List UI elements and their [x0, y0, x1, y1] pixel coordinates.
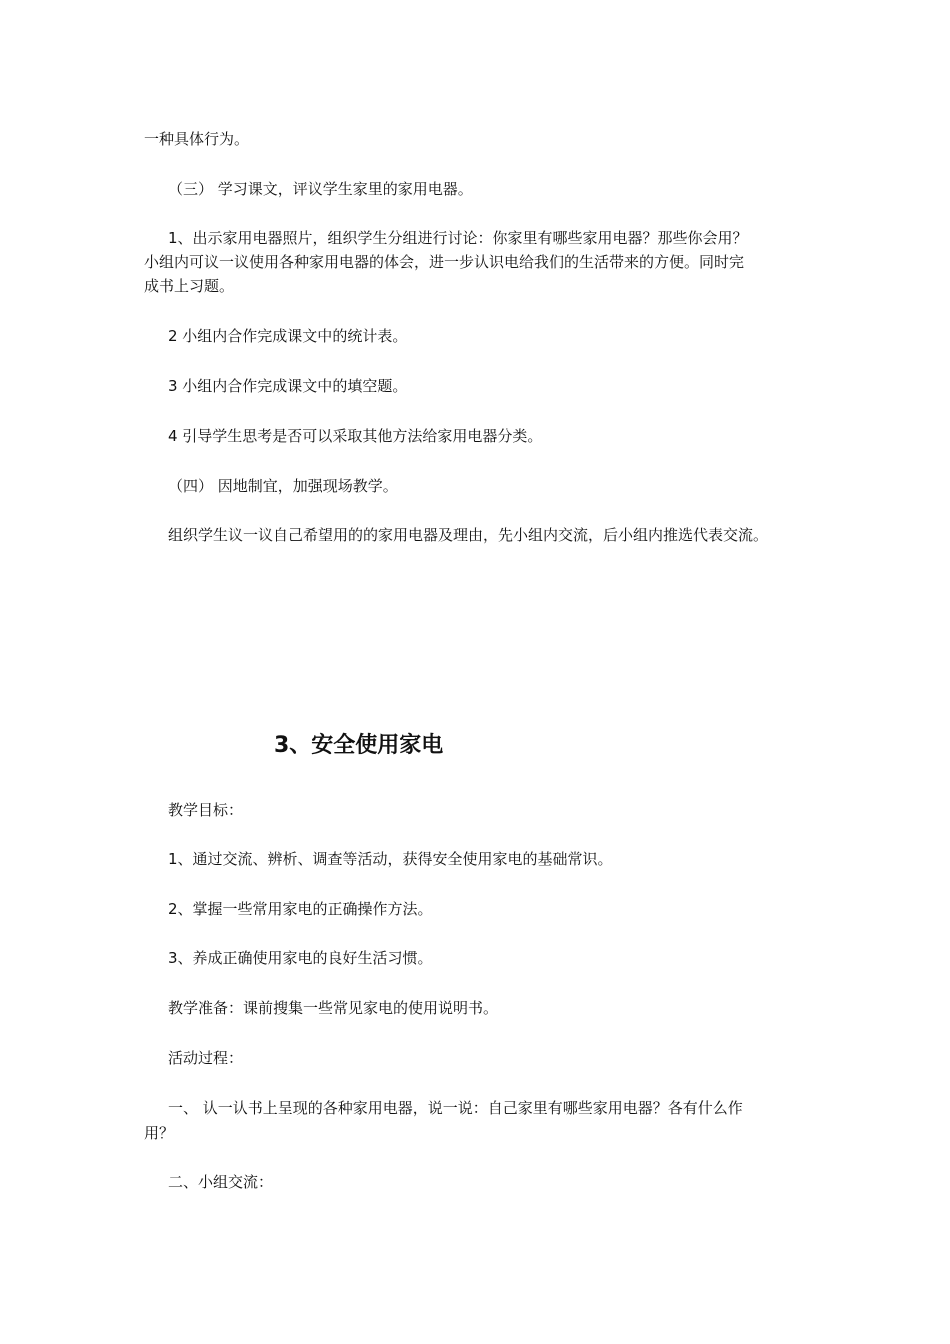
- paragraph-line: 3 小组内合作完成课文中的填空题。: [168, 377, 408, 395]
- paragraph-line: 一种具体行为。: [144, 130, 250, 148]
- preparation-line: 教学准备：课前搜集一些常见家电的使用说明书。: [168, 999, 499, 1017]
- section-heading-4: （四） 因地制宜，加强现场教学。: [168, 477, 398, 495]
- paragraph-line: 成书上习题。: [144, 277, 235, 295]
- goal-item: 3、养成正确使用家电的良好生活习惯。: [168, 949, 433, 967]
- section-title: 3、安全使用家电: [274, 733, 444, 758]
- process-step: 一、 认一认书上呈现的各种家用电器，说一说：自己家里有哪些家用电器？各有什么作: [168, 1099, 743, 1117]
- paragraph-line: 4 引导学生思考是否可以采取其他方法给家用电器分类。: [168, 427, 543, 445]
- section-heading-3: （三） 学习课文，评议学生家里的家用电器。: [168, 180, 473, 198]
- paragraph-line: 1、出示家用电器照片，组织学生分组进行讨论：你家里有哪些家用电器？那些你会用？: [168, 229, 748, 247]
- paragraph-line: 组织学生议一议自己希望用的的家用电器及理由，先小组内交流，后小组内推选代表交流。: [168, 526, 769, 544]
- paragraph-line: 2 小组内合作完成课文中的统计表。: [168, 327, 408, 345]
- goal-item: 2、掌握一些常用家电的正确操作方法。: [168, 900, 433, 918]
- process-label: 活动过程：: [168, 1049, 244, 1067]
- goal-item: 1、通过交流、辨析、调查等活动，获得安全使用家电的基础常识。: [168, 850, 613, 868]
- process-step: 二、小组交流：: [168, 1173, 274, 1191]
- teaching-goals-label: 教学目标：: [168, 801, 244, 819]
- paragraph-line: 小组内可议一议使用各种家用电器的体会，进一步认识电给我们的生活带来的方便。同时完: [144, 253, 745, 271]
- process-step-continuation: 用？: [144, 1124, 175, 1142]
